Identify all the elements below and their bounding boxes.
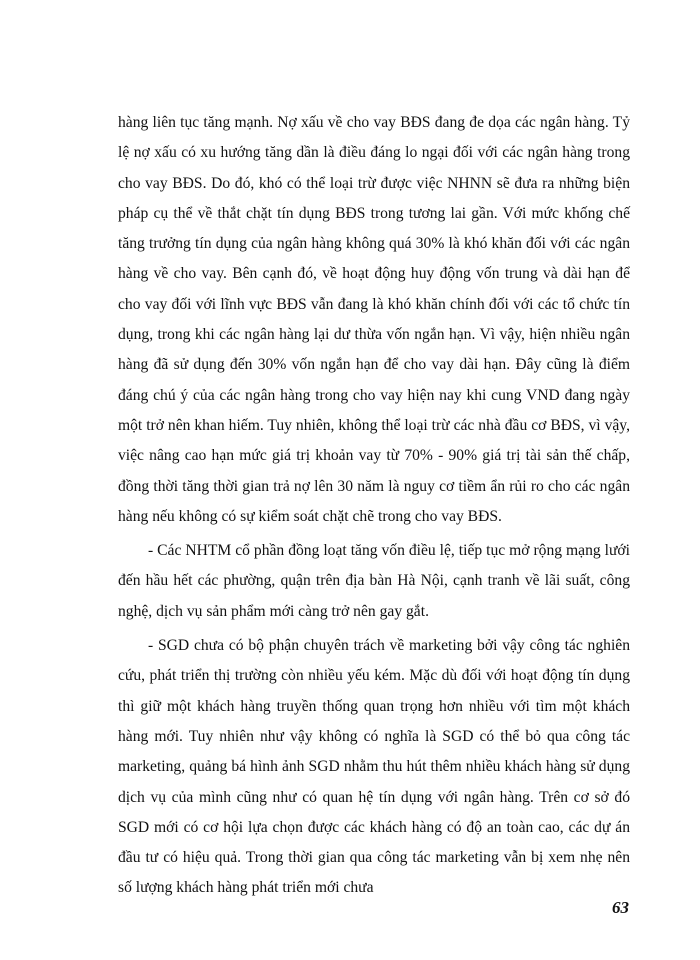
page-number: 63 bbox=[612, 898, 629, 917]
paragraph-bullet-marketing: - SGD chưa có bộ phận chuyên trách về marketing bởi vậy công tác nghiên cứu, phát triển thị trường còn nhiều yếu kém. Mặc dù đối với hoạt động tín dụng thì giữ một khách hàng truyền thống quan trọng hơn nhiều với tìm một khách hàng mới. Tuy nhiên như vậy không có nghĩa là SGD có thể bỏ qua công tác marketing, quảng bá hình ảnh SGD nhằm thu hút thêm nhiều khách hàng sử dụng dịch vụ của mình cũng như có quan hệ tín dụng với ngân hàng. Trên cơ sở đó SGD mới có cơ hội lựa chọn được các khách hàng có độ an toàn cao, các dự án đầu tư có hiệu quả. Trong thời gian qua công tác marketing vẫn bị xem nhẹ nên số lượng khách hàng phát triển mới chưa bbox=[118, 637, 630, 897]
body-text bbox=[118, 108, 630, 908]
paragraph-continuation: hàng liên tục tăng mạnh. Nợ xấu về cho vay BĐS đang đe dọa các ngân hàng. Tỷ lệ nợ xấu có xu hướng tăng dần là điều đáng lo ngại đối với các ngân hàng trong cho vay BĐS. Do đó, khó có thể loại trừ được việc NHNN sẽ đưa ra những biện pháp cụ thể về thắt chặt tín dụng BĐS trong tương lai gần. Với mức khống chế tăng trưởng tín dụng của ngân hàng không quá 30% là khó khăn đối với các ngân hàng về cho vay. Bên cạnh đó, về hoạt động huy động vốn trung và dài hạn để cho vay đối với lĩnh vực BĐS vẫn đang là khó khăn chính đối với các tổ chức tín dụng, trong khi các ngân hàng lại dư thừa vốn ngắn hạn. Vì vậy, hiện nhiều ngân hàng đã sử dụng đến 30% vốn ngắn hạn để cho vay dài hạn. Đây cũng là điểm đáng chú ý của các ngân hàng trong cho vay hiện nay khi cung VND đang ngày một trở nên khan hiếm. Tuy nhiên, không thể loại trừ các nhà đầu cơ BĐS, vì vậy, việc nâng cao hạn mức giá trị khoản vay từ 70% - 90% giá trị tài sản thế chấp, đồng thời tăng thời gian trả nợ lên 30 năm là nguy cơ tiềm ẩn rủi ro cho các ngân hàng nếu không có sự kiểm soát chặt chẽ trong cho vay BĐS. bbox=[118, 114, 630, 525]
paragraph-bullet-competition: - Các NHTM cổ phần đồng loạt tăng vốn điều lệ, tiếp tục mở rộng mạng lưới đến hầu hết các phường, quận trên địa bàn Hà Nội, cạnh tranh về lãi suất, công nghệ, dịch vụ sản phẩm mới càng trở nên gay gắt. bbox=[118, 542, 630, 620]
